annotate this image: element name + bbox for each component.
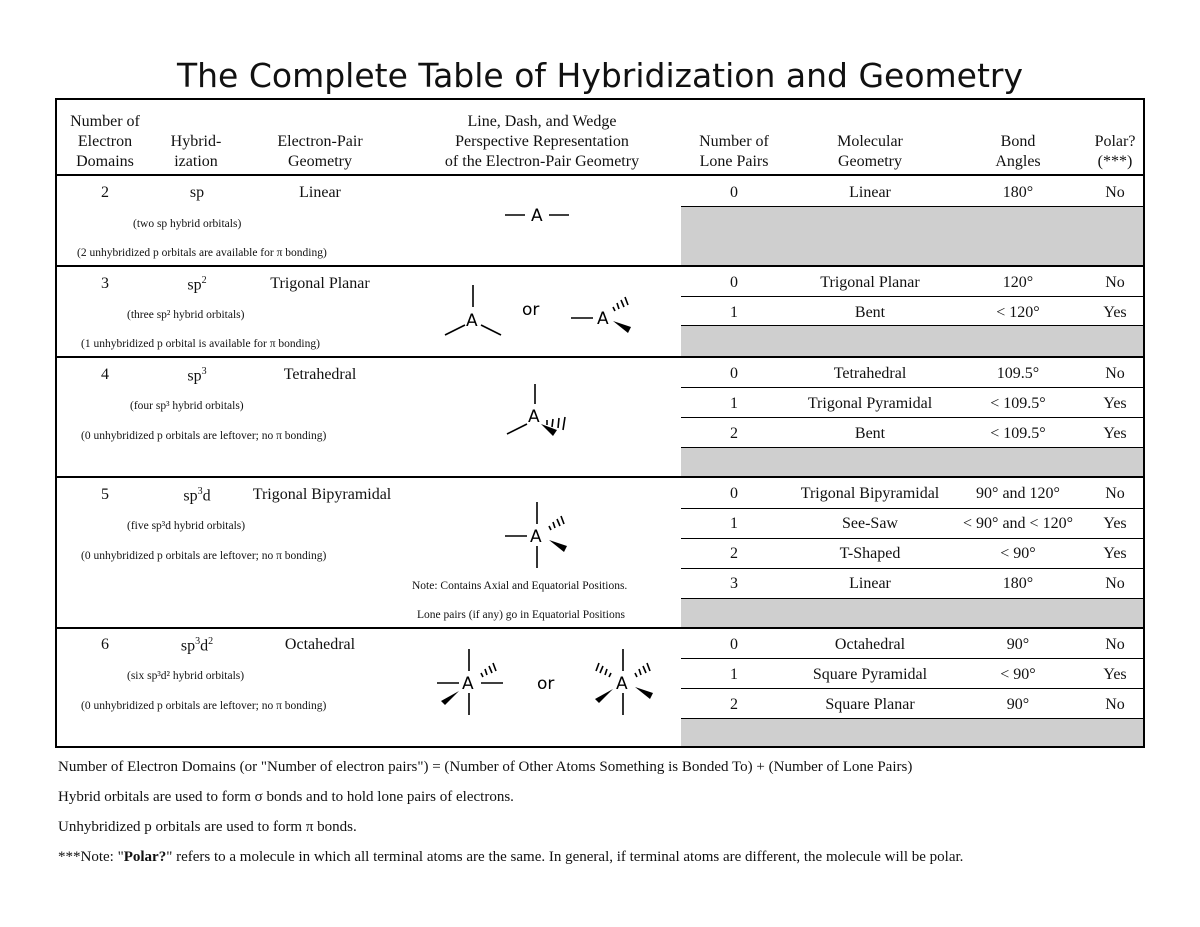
header-molecular-geometry: Molecular Geometry (837, 133, 903, 170)
atom-label: A (528, 407, 540, 427)
lone-pairs: 0 (730, 485, 738, 502)
gray-filler (681, 448, 1143, 476)
section-sp3d (57, 478, 1143, 628)
section-sp2 (57, 267, 1143, 356)
hybrid-orbitals-note: (three sp² hybrid orbitals) (127, 309, 245, 321)
header-hybridization: Hybrid- ization (170, 133, 222, 170)
footnote-electron-domains: Number of Electron Domains (or "Number of electron pairs") = (Number of Other Atoms Something is Bonded To) + (Number of Lone Pairs) (58, 759, 913, 775)
row-divider (681, 538, 1143, 539)
header-polar: Polar? (***) (1094, 133, 1136, 170)
footnote-unhybridized: Unhybridized p orbitals are used to form π bonds. (58, 819, 357, 835)
section-sp (57, 176, 1143, 266)
polar: Yes (1103, 425, 1127, 442)
polar: Yes (1103, 545, 1127, 562)
row-divider (681, 417, 1143, 418)
hybridization: sp (189, 184, 205, 201)
trigonal-planar-drawing (437, 283, 647, 339)
or-label: or (522, 300, 540, 320)
domain-count: 3 (101, 275, 109, 292)
electron-pair-geometry: Octahedral (284, 636, 356, 653)
lone-pairs: 1 (730, 395, 738, 412)
bond-angles: < 90° (1000, 545, 1036, 562)
molecular-geometry: Square Planar (825, 696, 915, 713)
linear-structure-drawing (497, 200, 577, 230)
axial-equatorial-note: Note: Contains Axial and Equatorial Positions. (412, 580, 628, 592)
electron-pair-geometry: Tetrahedral (283, 366, 357, 383)
molecular-geometry: Octahedral (834, 636, 906, 653)
header-domains: Number of Electron Domains (70, 113, 140, 170)
row-divider (681, 206, 1143, 207)
polar: Yes (1103, 304, 1127, 321)
octahedral-drawing (427, 647, 667, 719)
lone-pairs: 1 (730, 304, 738, 321)
gray-filler (681, 326, 1143, 356)
atom-label: A (531, 206, 543, 226)
hybrid-orbitals-note: (two sp hybrid orbitals) (133, 218, 242, 230)
row-divider (681, 658, 1143, 659)
lone-pairs: 1 (730, 515, 738, 532)
bond-angles: < 109.5° (990, 425, 1046, 442)
polar: No (1105, 184, 1125, 201)
molecular-geometry: Trigonal Pyramidal (807, 395, 933, 412)
polar: No (1105, 575, 1125, 592)
atom-label: A (616, 674, 628, 694)
table-header (57, 100, 1143, 176)
bond-angles: 180° (1002, 575, 1034, 592)
footnote-polar-note (58, 849, 963, 866)
polar: Yes (1103, 515, 1127, 532)
polar-note-suffix: " refers to a molecule in which all terminal atoms are the same. In general, if terminal atoms are different, the molecule will be polar. (166, 849, 964, 865)
polar: No (1105, 636, 1125, 653)
molecular-geometry: T-Shaped (839, 545, 901, 562)
lone-pairs: 2 (730, 696, 738, 713)
header-line-dash-wedge: Line, Dash, and Wedge Perspective Representation of the Electron-Pair Geometry (444, 113, 640, 170)
polar-note-prefix: ***Note: " (58, 849, 124, 865)
domain-count: 2 (101, 184, 109, 201)
unhybridized-note: (0 unhybridized p orbitals are leftover; no π bonding) (81, 550, 327, 562)
atom-label: A (466, 311, 478, 331)
bond-angles: 90° (1006, 636, 1030, 653)
lone-pairs: 0 (730, 636, 738, 653)
gray-filler (681, 599, 1143, 628)
unhybridized-note: (0 unhybridized p orbitals are leftover; no π bonding) (81, 700, 327, 712)
hybrid-orbitals-note: (four sp³ hybrid orbitals) (130, 400, 244, 412)
gray-filler (681, 719, 1143, 746)
hybridization: $sp^3d$ (183, 486, 211, 505)
lone-pairs: 0 (730, 365, 738, 382)
domain-count: 4 (101, 366, 109, 383)
molecular-geometry: Bent (854, 304, 886, 321)
bond-angles: 180° (1002, 184, 1034, 201)
polar-note-bold: Polar? (123, 849, 167, 865)
lone-pair-position-note: Lone pairs (if any) go in Equatorial Positions (417, 609, 625, 621)
molecular-geometry: Trigonal Planar (820, 274, 920, 291)
bond-angles: < 109.5° (990, 395, 1046, 412)
hybrid-orbitals-note: (six sp³d² hybrid orbitals) (127, 670, 245, 682)
lone-pairs: 1 (730, 666, 738, 683)
hybridization-table (55, 98, 1145, 748)
molecular-geometry: Trigonal Bipyramidal (800, 485, 940, 502)
domain-count: 6 (101, 636, 109, 653)
header-electron-pair-geometry: Electron-Pair Geometry (277, 133, 363, 170)
hybridization: $sp^2$ (187, 275, 207, 294)
row-divider (681, 568, 1143, 569)
hybridization: $sp^3$ (187, 366, 207, 385)
molecular-geometry: Linear (849, 184, 891, 201)
row-divider (681, 688, 1143, 689)
or-label: or (537, 674, 555, 694)
unhybridized-note: (2 unhybridized p orbitals are available for π bonding) (77, 247, 327, 259)
bond-angles: < 120° (996, 304, 1040, 321)
molecular-geometry: Bent (854, 425, 886, 442)
atom-label: A (530, 527, 542, 547)
footnote-hybrid-orbitals: Hybrid orbitals are used to form σ bonds and to hold lone pairs of electrons. (58, 789, 514, 805)
lone-pairs: 2 (730, 425, 738, 442)
polar: Yes (1103, 666, 1127, 683)
molecular-geometry: Square Pyramidal (812, 666, 928, 683)
polar: No (1105, 696, 1125, 713)
tetrahedral-drawing (503, 382, 573, 444)
atom-label: A (597, 309, 609, 329)
trigonal-bipyramidal-drawing (497, 500, 587, 572)
header-lone-pairs: Number of Lone Pairs (699, 133, 769, 170)
lone-pairs: 0 (730, 274, 738, 291)
lone-pairs: 0 (730, 184, 738, 201)
molecular-geometry: Tetrahedral (833, 365, 907, 382)
domain-count: 5 (101, 486, 109, 503)
bond-angles: 109.5° (996, 365, 1040, 382)
bond-angles: < 90° (1000, 666, 1036, 683)
molecular-geometry: Linear (849, 575, 891, 592)
section-sp3 (57, 358, 1143, 476)
polar: Yes (1103, 395, 1127, 412)
polar: No (1105, 365, 1125, 382)
page-title: The Complete Table of Hybridization and Geometry (176, 56, 1024, 95)
lone-pairs: 3 (730, 575, 738, 592)
bond-angles: < 90° and < 120° (963, 515, 1073, 532)
header-bond-angles: Bond Angles (995, 133, 1041, 170)
hybrid-orbitals-note: (five sp³d hybrid orbitals) (127, 520, 246, 532)
molecular-geometry: See-Saw (842, 515, 898, 532)
polar: No (1105, 274, 1125, 291)
row-divider (681, 508, 1143, 509)
unhybridized-note: (0 unhybridized p orbitals are leftover; no π bonding) (81, 430, 327, 442)
hybridization: $sp^3d^2$ (180, 636, 214, 655)
gray-filler (681, 207, 1143, 266)
electron-pair-geometry: Trigonal Planar (270, 275, 370, 292)
polar: No (1105, 485, 1125, 502)
row-divider (681, 296, 1143, 297)
electron-pair-geometry: Trigonal Bipyramidal (252, 486, 392, 503)
section-sp3d2 (57, 629, 1143, 748)
bond-angles: 90° and 120° (976, 485, 1060, 502)
unhybridized-note: (1 unhybridized p orbital is available for π bonding) (81, 338, 320, 350)
atom-label: A (462, 674, 474, 694)
bond-angles: 90° (1006, 696, 1030, 713)
bond-angles: 120° (1002, 274, 1034, 291)
lone-pairs: 2 (730, 545, 738, 562)
electron-pair-geometry: Linear (299, 184, 341, 201)
row-divider (681, 387, 1143, 388)
